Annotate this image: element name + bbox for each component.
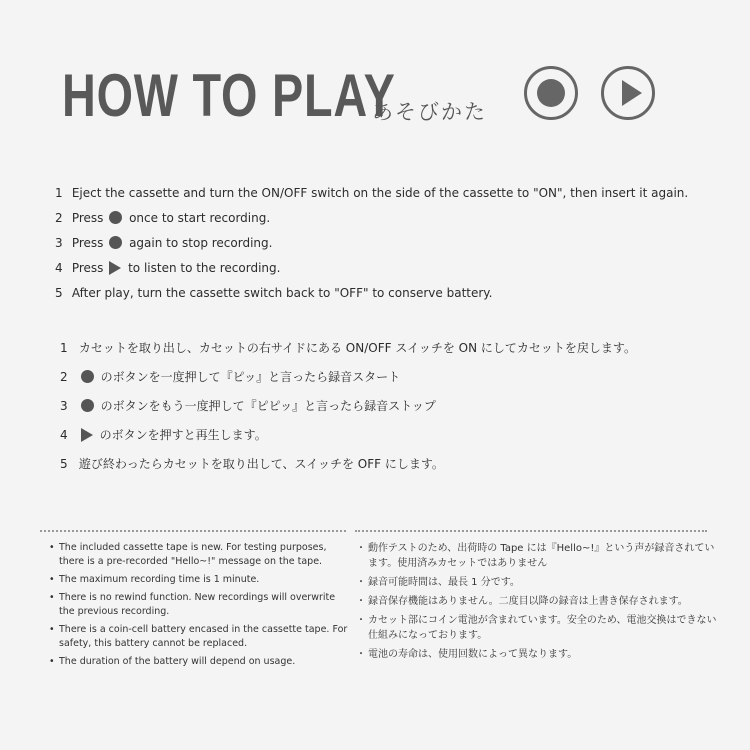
step-en-1 [55,181,688,206]
step-text: After play, turn the cassette switch back to "OFF" to conserve battery. [71,286,493,300]
step-text-pre: Press [71,211,104,225]
step-text: Eject the cassette and turn the ON/OFF switch on the side of the cassette to "ON", then insert it again. [71,186,689,200]
step-jp-5 [60,450,636,479]
record-dot-icon [109,236,122,249]
note-item: • The duration of the battery will depend on usage. [48,655,348,669]
note-item: ・ 動作テストのため、出荷時の Tape には『Hello~!』という声が録音されています。使用済みカセットではありません [357,541,717,571]
step-text-pre: Press [71,261,104,275]
step-text-post: to listen to the recording. [128,261,281,275]
step-number: 1 [60,341,68,355]
page-title: HOW TO PLAY [62,62,396,129]
note-item: ・ カセット部にコイン電池が含まれています。安全のため、電池交換はできない仕組みになっております。 [357,613,717,643]
notes-english [48,541,348,673]
record-icon [527,69,575,117]
divider-english [40,530,346,532]
steps-english [55,181,688,306]
step-number: 2 [60,370,68,384]
divider-japanese [355,530,707,532]
record-dot-icon [81,370,94,383]
step-jp-2 [60,363,636,392]
note-item: • There is a coin-cell battery encased in the cassette tape. For safety, this battery cannot be replaced. [48,623,348,651]
step-number: 5 [55,286,63,300]
step-jp-3 [60,392,636,421]
step-text-post: once to start recording. [129,211,271,225]
step-text-pre: Press [71,236,104,250]
step-text: のボタンを一度押して『ピッ』と言ったら録音スタート [100,370,401,384]
note-item: ・ 録音可能時間は、最長 1 分です。 [357,575,717,590]
play-button[interactable] [601,66,655,120]
notes-japanese [357,541,717,666]
step-en-2 [55,206,688,231]
note-item: • The included cassette tape is new. For testing purposes, there is a pre-recorded "Hello~!" message on the tape. [48,541,348,569]
steps-japanese [60,334,636,479]
play-icon [604,69,652,117]
step-number: 2 [55,211,63,225]
record-button[interactable] [524,66,578,120]
step-number: 1 [55,186,63,200]
page-subtitle: あそびかた [372,100,487,124]
step-text: のボタンを押すと再生します。 [99,428,267,442]
record-dot-icon [109,211,122,224]
step-number: 3 [60,399,68,413]
note-item: ・ 録音保存機能はありません。二度目以降の録音は上書き保存されます。 [357,594,717,609]
step-number: 5 [60,457,68,471]
step-text: のボタンをもう一度押して『ピピッ』と言ったら録音ストップ [100,399,436,413]
note-item: • There is no rewind function. New recordings will overwrite the previous recording. [48,591,348,619]
step-number: 4 [55,261,63,275]
play-triangle-icon [109,261,121,275]
note-item: • The maximum recording time is 1 minute. [48,573,348,587]
step-en-3 [55,231,688,256]
step-number: 4 [60,428,68,442]
step-jp-1 [60,334,636,363]
note-item: ・ 電池の寿命は、使用回数によって異なります。 [357,647,717,662]
step-en-5 [55,281,688,306]
play-triangle-icon [81,428,93,442]
step-jp-4 [60,421,636,450]
record-dot-icon [81,399,94,412]
step-en-4 [55,256,688,281]
step-text-post: again to stop recording. [129,236,273,250]
step-text: カセットを取り出し、カセットの右サイドにある ON/OFF スイッチを ON にしてカセットを戻します。 [78,341,636,355]
step-number: 3 [55,236,63,250]
step-text: 遊び終わったらカセットを取り出して、スイッチを OFF にします。 [78,457,444,471]
